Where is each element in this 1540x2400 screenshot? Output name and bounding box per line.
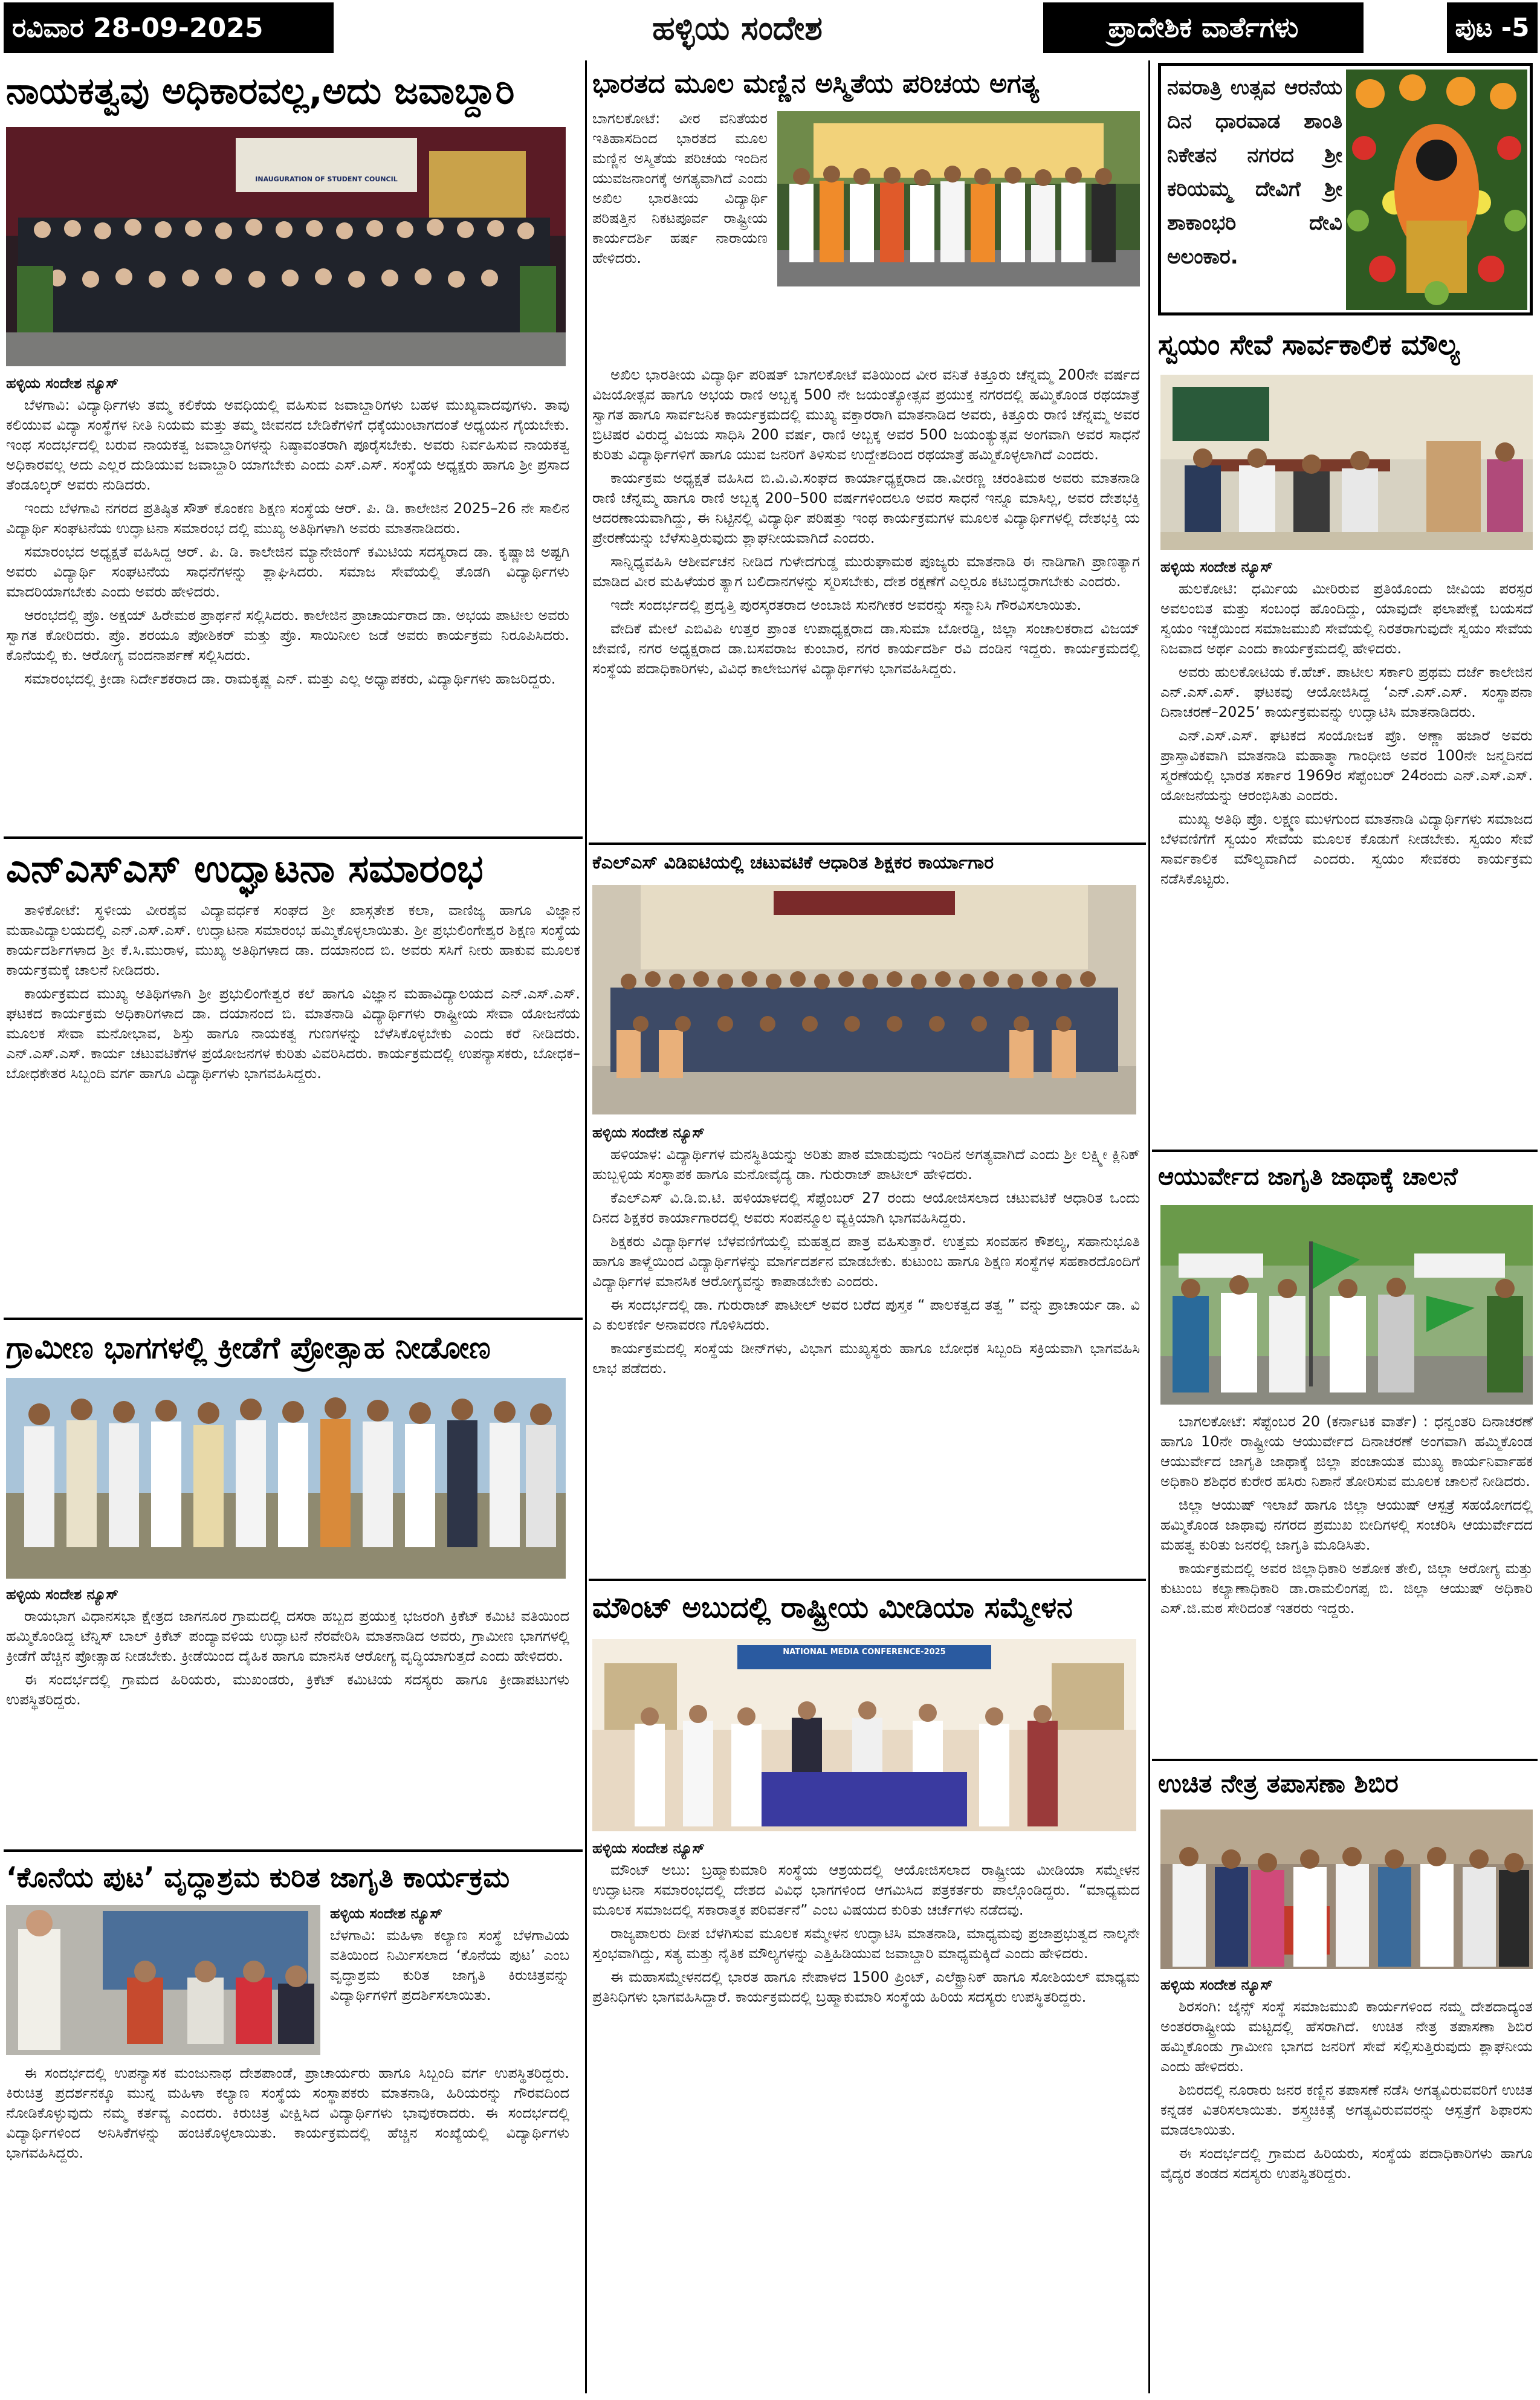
page-number-bar <box>1447 2 1538 53</box>
byline: ಹಳ್ಳಿಯ ಸಂದೇಶ ನ್ಯೂಸ್ <box>6 375 119 392</box>
headline: ಸ್ವಯಂ ಸೇವೆ ಸಾರ್ವಕಾಲಿಕ ಮೌಲ್ಯ <box>1158 328 1460 361</box>
volunteer-article <box>1158 320 1535 1154</box>
media-conference-article <box>592 1583 1144 2396</box>
paragraph: ಬಾಗಲಕೋಟೆ: ವೀರ ವನಿತೆಯರ ಇತಿಹಾಸದಿಂದ ಭಾರತದ ಮೂಲ ಮಣ್ಣಿನ ಅಸ್ಮಿತೆಯ ಪರಿಚಯ ಇಂದಿನ ಯುವಜನಾಂಗಕ್ಕೆ ಅಗತ್ಯವಾಗಿದೆ ಎಂದು ಅಖಿಲ ಭಾರತೀಯ ವಿದ್ಯಾರ್ಥಿ ಪರಿಷತ್ತಿನ ನಿಕಟಪೂರ್ವ ರಾಷ್ಟ್ರೀಯ ಕಾರ್ಯದರ್ಶಿ ಹರ್ಷ ನಾರಾಯಣ ಹೇಳಿದರು. <box>592 110 768 267</box>
article-body <box>592 1122 1140 1569</box>
headline: ನಾಯಕತ್ವವು ಅಧಿಕಾರವಲ್ಲ,ಅದು ಜವಾಬ್ದಾರಿ <box>6 70 515 112</box>
section-bar <box>1043 2 1364 53</box>
column-rule <box>585 60 587 2393</box>
paragraph: ಆರಂಭದಲ್ಲಿ ಪ್ರೊ. ಅಕ್ಷಯ್ ಹಿರೇಮಠ ಪ್ರಾರ್ಥನೆ ಸಲ್ಲಿಸಿದರು. ಕಾಲೇಜಿನ ಪ್ರಾಚಾರ್ಯರಾದ ಡಾ. ಅಭಯ ಪಾಟೀಲ ಅವರು ಸ್ವಾಗತ ಕೋರಿದರು. ಪ್ರೊ. ಶರಯೂ ಪೋಶಿಕರ್ ಮತ್ತು ಪ್ರೊ. ಸಾಯಿನೀಲ ಜಡೆ ಅವರು ಕಾರ್ಯಕ್ರಮ ನಿರೂಪಿಸಿದರು. ಕೊನೆಯಲ್ಲಿ ಕು. ಆರೋಗ್ಯ ವಂದನಾರ್ಪಣೆ ಸಲ್ಲಿಸಿದರು. <box>6 607 569 664</box>
goddess-decoration-photo <box>1346 70 1527 310</box>
navaratri-box <box>1158 63 1533 315</box>
article-body <box>6 1583 569 1843</box>
lead-text <box>330 1903 569 2060</box>
paragraph: ಕೆಎಲ್ಎಸ್ ವಿ.ಡಿ.ಐ.ಟಿ. ಹಳಿಯಾಳದಲ್ಲಿ ಸೆಪ್ಟೆಂಬರ್ 27 ರಂದು ಆಯೋಜಿಸಲಾದ ಚಟುವಟಿಕೆ ಆಧಾರಿತ ಒಂದು ದಿನದ ಶಿಕ್ಷಕರ ಕಾರ್ಯಾಗಾರದಲ್ಲಿ ಅವರು ಸಂಪನ್ಮೂಲ ವ್ಯಕ್ತಿಯಾಗಿ ಭಾಗವಹಿಸಿದ್ದರು. <box>592 1189 1140 1226</box>
article-body <box>1160 1412 1533 1756</box>
paragraph: ಜಿಲ್ಲಾ ಆಯುಷ್ ಇಲಾಖೆ ಹಾಗೂ ಜಿಲ್ಲಾ ಆಯುಷ್ ಆಸ್ಪತ್ರೆ ಸಹಯೋಗದಲ್ಲಿ ಹಮ್ಮಿಕೊಂಡ ಜಾಥಾವು ನಗರದ ಪ್ರಮುಖ ಬೀದಿಗಳಲ್ಲಿ ಸಂಚರಿಸಿ ಆಯುರ್ವೇದದ ಮಹತ್ವ ಕುರಿತು ಜನರಲ್ಲಿ ಜಾಗೃತಿ ಮೂಡಿಸಿತು. <box>1160 1496 1533 1553</box>
headline: ಗ್ರಾಮೀಣ ಭಾಗಗಳಲ್ಲಿ ಕ್ರೀಡೆಗೆ ಪ್ರೋತ್ಸಾಹ ನೀಡೋಣ <box>6 1330 491 1365</box>
paragraph: ಈ ಸಂದರ್ಭದಲ್ಲಿ ಗ್ರಾಮದ ಹಿರಿಯರು, ಸಂಸ್ಥೆಯ ಪದಾಧಿಕಾರಿಗಳು ಹಾಗೂ ವೈದ್ಯರ ತಂಡದ ಸದಸ್ಯರು ಉಪಸ್ಥಿತರಿದ್ದರು. <box>1160 2145 1533 2182</box>
paragraph: ರಾಯಭಾಗ ವಿಧಾನಸಭಾ ಕ್ಷೇತ್ರದ ಜಾಗನೂರ ಗ್ರಾಮದಲ್ಲಿ ದಸರಾ ಹಬ್ಬದ ಪ್ರಯುಕ್ತ ಭಜರಂಗಿ ಕ್ರಿಕೆಟ್ ಕಮಿಟಿ ವತಿಯಿಂದ ಹಮ್ಮಿಕೊಂಡಿದ್ದ ಟೆನ್ನಿಸ್ ಬಾಲ್ ಕ್ರಿಕೆಟ್ ಪಂದ್ಯಾವಳಿಯ ಉದ್ಘಾಟನೆ ನೆರವೇರಿಸಿ ಮಾತನಾಡಿದ ಅವರು, ಗ್ರಾಮೀಣ ಭಾಗಗಳಲ್ಲಿ ಕ್ರೀಡೆಗೆ ಹೆಚ್ಚಿನ ಪ್ರೋತ್ಸಾಹ ನೀಡಬೇಕು. ಕ್ರೀಡೆಯಿಂದ ದೈಹಿಕ ಹಾಗೂ ಮಾನಸಿಕ ಆರೋಗ್ಯ ವೃದ್ಧಿಯಾಗುತ್ತದೆ ಎಂದು ಹೇಳಿದರು. <box>6 1608 569 1664</box>
article-body <box>1160 1974 1533 2397</box>
media-conference-photo <box>592 1639 1136 1831</box>
paragraph: ಈ ಸಂದರ್ಭದಲ್ಲಿ ಡಾ. ಗುರುರಾಜ್ ಪಾಟೀಲ್ ಅವರ ಬರೆದ ಪುಸ್ತಕ “ ಪಾಲಕತ್ವದ ತತ್ವ ” ವನ್ನು ಪ್ರಾಚಾರ್ಯ ಡಾ. ವಿ ಎ ಕುಲಕರ್ಣಿ ಅನಾವರಣ ಗೊಳಿಸಿದರು. <box>592 1296 1140 1333</box>
paragraph: ಬಾಗಲಕೋಟೆ: ಸೆಪ್ಟೆಂಬರ 20 (ಕರ್ನಾಟಕ ವಾರ್ತೆ) : ಧನ್ವಂತರಿ ದಿನಾಚರಣೆ ಹಾಗೂ 10ನೇ ರಾಷ್ಟ್ರೀಯ ಆಯುರ್ವೇದ ದಿನಾಚರಣೆ ಅಂಗವಾಗಿ ಹಮ್ಮಿಕೊಂಡ ಆಯುರ್ವೇದ ಜಾಗೃತಿ ಜಾಥಾಕ್ಕೆ ಜಿಲ್ಲಾ ಪಂಚಾಯತ ಮುಖ್ಯ ಕಾರ್ಯನಿರ್ವಾಹಕ ಅಧಿಕಾರಿ ಶಶಿಧರ ಕುರೇರ ಹಸಿರು ನಿಶಾನೆ ತೋರಿಸುವ ಮೂಲಕ ಚಾಲನೆ ನೀಡಿದರು. <box>1160 1413 1533 1490</box>
photo-banner-text: INAUGURATION OF STUDENT COUNCIL <box>255 175 398 183</box>
paragraph: ಕಾರ್ಯಕ್ರಮದ ಮುಖ್ಯ ಅತಿಥಿಗಳಾಗಿ ಶ್ರೀ ಪ್ರಭುಲಿಂಗೇಶ್ವರ ಕಲೆ ಹಾಗೂ ವಿಜ್ಞಾನ ಮಹಾವಿದ್ಯಾಲಯದ ಎನ್.ಎಸ್.ಎಸ್. ಘಟಕದ ಕಾರ್ಯಕ್ರಮ ಅಧಿಕಾರಿಗಳಾದ ಡಾ. ದಯಾನಂದ ಬಿ. ಮಾತನಾಡಿ ವಿದ್ಯಾರ್ಥಿಗಳು ರಾಷ್ಟ್ರೀಯ ಸೇವಾ ಯೋಜನೆಯ ಮೂಲಕ ಸೇವಾ ಮನೋಭಾವ, ಶಿಸ್ತು ಹಾಗೂ ನಾಯಕತ್ವ ಗುಣಗಳನ್ನು ಬೆಳೆಸಿಕೊಳ್ಳಬೇಕು ಎಂದು ಕರೆ ನೀಡಿದರು. ಎನ್.ಎಸ್.ಎಸ್. ಕಾರ್ಯ ಚಟುವಟಿಕೆಗಳ ಪ್ರಯೋಜನಗಳ ಕುರಿತು ವಿವರಿಸಿದರು. ಕಾರ್ಯಕ್ರಮದಲ್ಲಿ ಉಪನ್ಯಾಸಕರು, ಬೋಧಕ–ಬೋಧಕೇತರ ಸಿಬ್ಬಂದಿ ವರ್ಗ ಹಾಗೂ ವಿದ್ಯಾರ್ಥಿಗಳು ಭಾಗವಹಿಸಿದ್ದರು. <box>6 985 580 1082</box>
section-rule <box>1152 1150 1538 1152</box>
student-council-photo <box>6 127 566 366</box>
paragraph: ಅವರು ಹುಲಕೋಟಿಯ ಕೆ.ಹೆಚ್. ಪಾಟೀಲ ಸರ್ಕಾರಿ ಪ್ರಥಮ ದರ್ಜೆ ಕಾಲೇಜಿನ ಎನ್.ಎಸ್.ಎಸ್. ಘಟಕವು ಆಯೋಜಿಸಿದ್ದ ‘ಎನ್.ಎಸ್.ಎಸ್. ಸಂಸ್ಥಾಪನಾ ದಿನಾಚರಣೆ–2025’ ಕಾರ್ಯಕ್ರಮವನ್ನು ಉದ್ಘಾಟಿಸಿ ಮಾತನಾಡಿದರು. <box>1160 664 1533 720</box>
section-rule <box>1152 1759 1538 1761</box>
byline: ಹಳ್ಳಿಯ ಸಂದೇಶ ನ್ಯೂಸ್ <box>6 1586 119 1603</box>
nss-foundation-day-photo <box>1160 375 1533 550</box>
paragraph: ಕಾರ್ಯಕ್ರಮದಲ್ಲಿ ಸಂಸ್ಥೆಯ ಡೀನ್‌ಗಳು, ವಿಭಾಗ ಮುಖ್ಯಸ್ಥರು ಹಾಗೂ ಬೋಧಕ ಸಿಬ್ಬಂದಿ ಸಕ್ರಿಯವಾಗಿ ಭಾಗವಹಿಸಿ ಲಾಭ ಪಡೆದರು. <box>592 1340 1140 1377</box>
byline: ಹಳ್ಳಿಯ ಸಂದೇಶ ನ್ಯೂಸ್ <box>592 1124 705 1141</box>
paragraph: ಹಳಿಯಾಳ: ವಿದ್ಯಾರ್ಥಿಗಳ ಮನಸ್ಥಿತಿಯನ್ನು ಅರಿತು ಪಾಠ ಮಾಡುವುದು ಇಂದಿನ ಅಗತ್ಯವಾಗಿದೆ ಎಂದು ಶ್ರೀ ಲಕ್ಷ್ಮೀ ಕ್ಲಿನಿಕ್ ಹುಬ್ಬಳ್ಳಿಯ ಸಂಸ್ಥಾಪಕ ಹಾಗೂ ಮನೋವೈದ್ಯ ಡಾ. ಗುರುರಾಜ್ ಪಾಟೀಲ್ ಹೇಳಿದರು. <box>592 1146 1140 1183</box>
byline: ಹಳ್ಳಿಯ ಸಂದೇಶ ನ್ಯೂಸ್ <box>1160 558 1273 575</box>
section-rule <box>589 843 1146 845</box>
teachers-workshop-photo <box>592 885 1136 1114</box>
paragraph: ಹುಲಕೋಟಿ: ಧರ್ಮಿಯ ಮೀರಿರುವ ಪ್ರತಿಯೊಂದು ಜೀವಿಯ ಪರಸ್ಪರ ಅವಲಂಬಿತ ಮತ್ತು ಸಂಬಂಧ ಹೊಂದಿದ್ದು, ಯಾವುದೇ ಫಲಾಪೇಕ್ಷೆ ಬಯಸದೆ ಸ್ವಯಂ ಇಚ್ಛೆಯಿಂದ ಸಮಾಜಮುಖಿ ಸೇವೆಯಲ್ಲಿ ನಿರತರಾಗುವುದೇ ಸ್ವಯಂ ಸೇವೆಯ ನಿಜವಾದ ಅರ್ಥ ಎಂದು ಕಾರ್ಯಕ್ರಮದಲ್ಲಿ ಹೇಳಿದರು. <box>1160 580 1533 657</box>
paragraph: ಬೆಳಗಾವಿ: ಮಹಿಳಾ ಕಲ್ಯಾಣ ಸಂಸ್ಥೆ ಬೆಳಗಾವಿಯ ವತಿಯಿಂದ ನಿರ್ಮಿಸಲಾದ ‘ಕೊನೆಯ ಪುಟ’ ಎಂಬ ವೃದ್ಧಾಶ್ರಮ ಕುರಿತ ಜಾಗೃತಿ ಕಿರುಚಿತ್ರವನ್ನು ವಿದ್ಯಾರ್ಥಿಗಳಿಗೆ ಪ್ರದರ್ಶಿಸಲಾಯಿತು. <box>330 1927 569 2004</box>
byline: ಹಳ್ಳಿಯ ಸಂದೇಶ ನ್ಯೂಸ್ <box>330 1905 443 1922</box>
navaratri-caption: ನವರಾತ್ರಿ ಉತ್ಸವ ಆರನೆಯ ದಿನ ಧಾರವಾಡ ಶಾಂತಿ ನಿಕೇತನ ನಗರದ ಶ್ರೀ ಕರಿಯಮ್ಮ ದೇವಿಗೆ ಶ್ರೀ ಶಾಕಾಂಭರಿ ದೇವಿ ಅಲಂಕಾರ. <box>1167 76 1342 269</box>
headline: ಭಾರತದ ಮೂಲ ಮಣ್ಣಿನ ಅಸ್ಮಿತೆಯ ಪರಿಚಯ ಅಗತ್ಯ <box>592 68 1040 99</box>
headline: ಎನ್ಎಸ್ಎಸ್ ಉದ್ಘಾಟನಾ ಸಮಾರಂಭ <box>6 847 484 891</box>
headline: ಉಚಿತ ನೇತ್ರ ತಪಾಸಣಾ ಶಿಬಿರ <box>1158 1768 1399 1798</box>
lead-text <box>592 109 768 363</box>
ayurveda-rally-photo <box>1160 1205 1533 1405</box>
kls-workshop-article <box>592 846 1144 1571</box>
old-age-article <box>6 1854 580 2395</box>
rathayatra-photo <box>777 111 1140 286</box>
byline: ಹಳ್ಳಿಯ ಸಂದೇಶ ನ್ಯೂಸ್ <box>592 1840 705 1857</box>
ayurveda-article <box>1158 1153 1535 1758</box>
article-body <box>6 372 569 842</box>
article-body <box>6 2063 569 2390</box>
paragraph: ಶಿಕ್ಷಕರು ವಿದ್ಯಾರ್ಥಿಗಳ ಬೆಳವಣಿಗೆಯಲ್ಲಿ ಮಹತ್ವದ ಪಾತ್ರ ವಹಿಸುತ್ತಾರೆ. ಉತ್ತಮ ಸಂವಹನ ಕೌಶಲ್ಯ, ಸಹಾನುಭೂತಿ ಹಾಗೂ ತಾಳ್ಮೆಯಿಂದ ವಿದ್ಯಾರ್ಥಿಗಳನ್ನು ಮಾರ್ಗದರ್ಶನ ಮಾಡಬೇಕು. ಕುಟುಂಬ ಹಾಗೂ ಶಿಕ್ಷಣ ಸಂಸ್ಥೆಗಳ ಸಹಕಾರದೊಂದಿಗೆ ವಿದ್ಯಾರ್ಥಿಗಳ ಮಾನಸಿಕ ಆರೋಗ್ಯವನ್ನು ಕಾಪಾಡಬೇಕು ಎಂದರು. <box>592 1233 1140 1290</box>
newspaper-title: ಹಳ್ಳಿಯ ಸಂದೇಶ <box>652 8 823 47</box>
section-title: ಪ್ರಾದೇಶಿಕ ವಾರ್ತೆಗಳು <box>1108 11 1299 44</box>
eye-camp-photo <box>1160 1810 1533 1969</box>
paragraph: ಈ ಸಂದರ್ಭದಲ್ಲಿ ಉಪನ್ಯಾಸಕ ಮಂಜುನಾಥ ದೇಶಪಾಂಡೆ, ಪ್ರಾಚಾರ್ಯರು ಹಾಗೂ ಸಿಬ್ಬಂದಿ ವರ್ಗ ಉಪಸ್ಥಿತರಿದ್ದರು. ಕಿರುಚಿತ್ರ ಪ್ರದರ್ಶನಕ್ಕೂ ಮುನ್ನ ಮಹಿಳಾ ಕಲ್ಯಾಣ ಸಂಸ್ಥೆಯ ಸಂಸ್ಥಾಪಕರು ಮಾತನಾಡಿ, ಹಿರಿಯರನ್ನು ಗೌರವದಿಂದ ನೋಡಿಕೊಳ್ಳುವುದು ನಮ್ಮ ಕರ್ತವ್ಯ ಎಂದರು. ಕಿರುಚಿತ್ರ ವೀಕ್ಷಿಸಿದ ವಿದ್ಯಾರ್ಥಿಗಳು ಭಾವುಕರಾದರು. ಈ ಸಂದರ್ಭದಲ್ಲಿ ವಿದ್ಯಾರ್ಥಿಗಳಿಂದ ಅನಿಸಿಕೆಗಳನ್ನು ಹಂಚಿಕೊಳ್ಳಲಾಯಿತು. ಕಾರ್ಯಕ್ರಮದಲ್ಲಿ ಹೆಚ್ಚಿನ ಸಂಖ್ಯೆಯಲ್ಲಿ ವಿದ್ಯಾರ್ಥಿಗಳು ಭಾಗವಹಿಸಿದ್ದರು. <box>6 2065 569 2161</box>
cricket-event-photo <box>6 1378 566 1579</box>
article-body <box>1160 556 1533 1154</box>
photo-banner-text: NATIONAL MEDIA CONFERENCE-2025 <box>783 1648 946 1657</box>
byline: ಹಳ್ಳಿಯ ಸಂದೇಶ ನ್ಯೂಸ್ <box>1160 1976 1273 1993</box>
rural-sports-article <box>6 1324 580 1843</box>
page-number: ಪುಟ -5 <box>1455 13 1530 42</box>
paragraph: ಇದೇ ಸಂದರ್ಭದಲ್ಲಿ ಪ್ರದೃತ್ತಿ ಪುರಸ್ಕರತರಾದ ಅಂಬಾಜಿ ಸುನಗೀಕರ ಅವರನ್ನು ಸನ್ಮಾನಿಸಿ ಗೌರವಿಸಲಾಯಿತು. <box>610 597 1082 613</box>
headline: ‘ಕೊನೆಯ ಪುಟ’ ವೃದ್ಧಾಶ್ರಮ ಕುರಿತ ಜಾಗೃತಿ ಕಾರ್ಯಕ್ರಮ <box>6 1861 510 1894</box>
paragraph: ಈ ಮಹಾಸಮ್ಮೇಳನದಲ್ಲಿ ಭಾರತ ಹಾಗೂ ನೇಪಾಳದ 1500 ಪ್ರಿಂಟ್, ಎಲೆಕ್ಟ್ರಾನಿಕ್ ಹಾಗೂ ಸೋಶಿಯಲ್ ಮಾಧ್ಯಮ ಪ್ರತಿನಿಧಿಗಳು ಭಾಗವಹಿಸಿದ್ದಾರೆ. ಕಾರ್ಯಕ್ರಮದಲ್ಲಿ ಬ್ರಹ್ಮಾಕುಮಾರಿ ಸಂಸ್ಥೆಯ ಹಿರಿಯ ಸದಸ್ಯರು ಉಪಸ್ಥಿತರಿದ್ದರು. <box>592 1968 1140 2005</box>
paragraph: ಶಿರಸಂಗಿ: ಜೈನ್ಸ್ ಸಂಸ್ಥೆ ಸಮಾಜಮುಖಿ ಕಾರ್ಯಗಳಿಂದ ನಮ್ಮ ದೇಶದಾದ್ಯಂತ ಅಂತರರಾಷ್ಟ್ರೀಯ ಮಟ್ಟದಲ್ಲಿ ಹೆಸರಾಗಿದೆ. ಉಚಿತ ನೇತ್ರ ತಪಾಸಣಾ ಶಿಬಿರ ಹಮ್ಮಿಕೊಂಡು ಗ್ರಾಮೀಣ ಭಾಗದ ಜನರಿಗೆ ಸೇವೆ ಸಲ್ಲಿಸುತ್ತಿರುವುದು ಶ್ಲಾಘನೀಯ ಎಂದು ಹೇಳಿದರು. <box>1160 1998 1533 2075</box>
column-rule <box>1148 60 1150 2393</box>
paragraph: ಶಿಬಿರದಲ್ಲಿ ನೂರಾರು ಜನರ ಕಣ್ಣಿನ ತಪಾಸಣೆ ನಡೆಸಿ ಅಗತ್ಯವಿರುವವರಿಗೆ ಉಚಿತ ಕನ್ನಡಕ ವಿತರಿಸಲಾಯಿತು. ಶಸ್ತ್ರಚಿಕಿತ್ಸೆ ಅಗತ್ಯವಿರುವವರನ್ನು ಆಸ್ಪತ್ರೆಗೆ ಶಿಫಾರಸು ಮಾಡಲಾಯಿತು. <box>1160 2081 1533 2138</box>
date-bar <box>4 2 334 53</box>
paragraph: ವೇದಿಕೆ ಮೇಲೆ ಎಬಿವಿಪಿ ಉತ್ತರ ಪ್ರಾಂತ ಉಪಾಧ್ಯಕ್ಷರಾದ ಡಾ.ಸುಮಾ ಬೋರಡ್ಡಿ, ಜಿಲ್ಲಾ ಸಂಚಾಲಕರಾದ ವಿಜಯ್ ಜೇವಣಿ, ನಗರ ಅಧ್ಯಕ್ಷರಾದ ಡಾ.ಬಸವರಾಜ ಕುಂಬಾರ, ನಗರ ಕಾರ್ಯದರ್ಶಿ ರವಿ ದಂಡಿನ ಇದ್ದರು. ಕಾರ್ಯಕ್ರಮದಲ್ಲಿ ಸಂಸ್ಥೆಯ ಪದಾಧಿಕಾರಿಗಳು, ವಿವಿಧ ಕಾಲೇಜುಗಳ ವಿದ್ಯಾರ್ಥಿಗಳು ಭಾಗವಹಿಸಿದ್ದರು. <box>592 620 1140 677</box>
section-rule <box>4 1849 583 1852</box>
leadership-article <box>6 65 580 842</box>
nss-article <box>6 841 580 1313</box>
headline: ಕೆಎಲ್ಎಸ್ ವಿಡಿಐಟಿಯಲ್ಲಿ ಚಟುವಟಿಕೆ ಆಧಾರಿತ ಶಿಕ್ಷಕರ ಕಾರ್ಯಾಗಾರ <box>592 852 994 873</box>
soil-identity-article <box>592 63 1144 849</box>
paragraph: ಈ ಸಂದರ್ಭದಲ್ಲಿ ಗ್ರಾಮದ ಹಿರಿಯರು, ಮುಖಂಡರು, ಕ್ರಿಕೆಟ್ ಕಮಿಟಿಯ ಸದಸ್ಯರು ಹಾಗೂ ಕ್ರೀಡಾಪಟುಗಳು ಉಪಸ್ಥಿತರಿದ್ದರು. <box>6 1671 569 1708</box>
paragraph: ಸಾನ್ನಿಧ್ಯವಹಿಸಿ ಆಶೀರ್ವಚನ ನೀಡಿದ ಗುಳೇದಗುಡ್ಡ ಮುರುಘಾಮಠ ಪೂಜ್ಯರು ಮಾತನಾಡಿ ಈ ನಾಡಿಗಾಗಿ ಪ್ರಾಣತ್ಯಾಗ ಮಾಡಿದ ವೀರ ಮಹಿಳೆಯರ ತ್ಯಾಗ ಬಲಿದಾನಗಳನ್ನು ಸ್ಮರಿಸಬೇಕು, ದೇಶ ರಕ್ಷಣೆಗೆ ಎಲ್ಲರೂ ಕಟಿಬದ್ಧರಾಗಬೇಕು ಎಂದರು. <box>592 553 1140 590</box>
article-body <box>592 365 1140 849</box>
section-rule <box>4 1318 583 1320</box>
paragraph: ಎನ್.ಎಸ್.ಎಸ್. ಘಟಕದ ಸಂಯೋಜಕ ಪ್ರೊ. ಅಣ್ಣಾ ಹಜಾರೆ ಅವರು ಪ್ರಾಸ್ತಾವಿಕವಾಗಿ ಮಾತನಾಡಿ ಮಹಾತ್ಮಾ ಗಾಂಧೀಜಿ ಅವರ 100ನೇ ಜನ್ಮದಿನದ ಸ್ಮರಣೆಯಲ್ಲಿ ಭಾರತ ಸರ್ಕಾರ 1969ರ ಸೆಪ್ಟೆಂಬರ್ 24ರಂದು ಎನ್.ಎಸ್.ಎಸ್. ಯೋಜನೆಯನ್ನು ಆರಂಭಿಸಿತು ಎಂದರು. <box>1160 727 1533 804</box>
headline: ಮೌಂಟ್ ಅಬುದಲ್ಲಿ ರಾಷ್ಟ್ರೀಯ ಮೀಡಿಯಾ ಸಮ್ಮೇಳನ <box>592 1591 1073 1625</box>
paragraph: ಅಖಿಲ ಭಾರತೀಯ ವಿದ್ಯಾರ್ಥಿ ಪರಿಷತ್ ಬಾಗಲಕೋಟೆ ವತಿಯಿಂದ ವೀರ ವನಿತೆ ಕಿತ್ತೂರು ಚೆನ್ನಮ್ಮ 200ನೇ ವರ್ಷದ ವಿಜಯೋತ್ಸವ ಹಾಗೂ ಅಭಯ ರಾಣಿ ಅಬ್ಬಕ್ಕ 500 ನೇ ಜಯಂತ್ಯೋತ್ಸವ ಪ್ರಯುಕ್ತ ನಗರದಲ್ಲಿ ಹಮ್ಮಿಕೊಂಡ ರಥಯಾತ್ರೆ ಸ್ವಾಗತ ಹಾಗೂ ಸಾರ್ವಜನಿಕ ಕಾರ್ಯಕ್ರಮದಲ್ಲಿ ಮುಖ್ಯ ವಕ್ತಾರರಾಗಿ ಮಾತನಾಡಿದ ಅವರು, ಕಿತ್ತೂರು ರಾಣಿ ಚೆನ್ನಮ್ಮ ಅವರ ಬ್ರಿಟಿಷರ ವಿರುದ್ಧ ವಿಜಯ ಸಾಧಿಸಿ 200 ವರ್ಷ, ರಾಣಿ ಅಬ್ಬಕ್ಕ ಅವರ 500 ಜಯಂತ್ಯುತ್ಸವ ಅಂಗವಾಗಿ ಅವರ ಸಾಧನೆ ಕುರಿತು ವಿದ್ಯಾರ್ಥಿಗಳಿಗೆ ಹಾಗೂ ಯುವ ಜನರಿಗೆ ತಿಳಿಸುವ ಉದ್ದೇಶದಿಂದ ರಥಯಾತ್ರೆ ಹಮ್ಮಿಕೊಳ್ಳಲಾಗಿದೆ ಎಂದರು. <box>592 366 1140 463</box>
section-rule <box>589 1579 1146 1581</box>
headline: ಆಯುರ್ವೇದ ಜಾಗೃತಿ ಜಾಥಾಕ್ಕೆ ಚಾಲನೆ <box>1158 1163 1458 1191</box>
paragraph: ಇಂದು ಬೆಳಗಾವಿ ನಗರದ ಪ್ರತಿಷ್ಠಿತ ಸೌತ್ ಕೊಂಕಣ ಶಿಕ್ಷಣ ಸಂಸ್ಥೆಯ ಆರ್. ಪಿ. ಡಿ. ಕಾಲೇಜಿನ 2025–26 ನೇ ಸಾಲಿನ ವಿದ್ಯಾರ್ಥಿ ಸಂಘಟನೆಯ ಉದ್ಘಾಟನಾ ಸಮಾರಂಭ ದಲ್ಲಿ ಮುಖ್ಯ ಅತಿಥಿಗಳಾಗಿ ಅವರು ಮಾತನಾಡಿದರು. <box>6 500 569 537</box>
article-body <box>592 1837 1140 2396</box>
section-rule <box>4 836 583 839</box>
masthead <box>610 4 864 52</box>
film-screening-photo <box>6 1905 320 2055</box>
paragraph: ಸಮಾರಂಭದ ಅಧ್ಯಕ್ಷತೆ ವಹಿಸಿದ್ದ ಆರ್. ಪಿ. ಡಿ. ಕಾಲೇಜಿನ ಮ್ಯಾನೇಜಿಂಗ್ ಕಮಿಟಿಯ ಸದಸ್ಯರಾದ ಡಾ. ಕೃಷ್ಣಾಜಿ ಅಷ್ಟಗಿ ಅವರು ವಿದ್ಯಾರ್ಥಿ ಸಂಘಟನೆಯ ಸಾಧನೆಗಳನ್ನು ಶ್ಲಾಘಿಸಿದರು. ಸಮಾಜ ಸೇವೆಯಲ್ಲಿ ತೊಡಗಿ ವಿದ್ಯಾರ್ಥಿಗಳು ಮಾದರಿಯಾಗಬೇಕು ಎಂದು ಅವರು ಹೇಳಿದರು. <box>6 543 569 600</box>
paragraph: ಕಾರ್ಯಕ್ರಮದಲ್ಲಿ ಅವರ ಜಿಲ್ಲಾಧಿಕಾರಿ ಅಶೋಕ ತೇಲಿ, ಜಿಲ್ಲಾ ಆರೋಗ್ಯ ಮತ್ತು ಕುಟುಂಬ ಕಲ್ಯಾಣಾಧಿಕಾರಿ ಡಾ.ರಾಮಲಿಂಗಪ್ಪ ಬಿ. ಜಿಲ್ಲಾ ಆಯುಷ್ ಅಧಿಕಾರಿ ಎಸ್.ಜಿ.ಮಠ ಸೇರಿದಂತೆ ಇತರರು ಇದ್ದರು. <box>1160 1560 1533 1617</box>
paragraph: ರಾಜ್ಯಪಾಲರು ದೀಪ ಬೆಳಗಿಸುವ ಮೂಲಕ ಸಮ್ಮೇಳನ ಉದ್ಘಾಟಿಸಿ ಮಾತನಾಡಿ, ಮಾಧ್ಯಮವು ಪ್ರಜಾಪ್ರಭುತ್ವದ ನಾಲ್ಕನೇ ಸ್ತಂಭವಾಗಿದ್ದು, ಸತ್ಯ ಮತ್ತು ನೈತಿಕ ಮೌಲ್ಯಗಳನ್ನು ಎತ್ತಿಹಿಡಿಯುವ ಜವಾಬ್ದಾರಿ ಮಾಧ್ಯಮಕ್ಕಿದೆ ಎಂದು ಹೇಳಿದರು. <box>592 1925 1140 1962</box>
paragraph: ಮುಖ್ಯ ಅತಿಥಿ ಪ್ರೊ. ಲಕ್ಷ್ಮಣ ಮುಳಗುಂದ ಮಾತನಾಡಿ ವಿದ್ಯಾರ್ಥಿಗಳು ಸಮಾಜದ ಬೆಳವಣಿಗೆಗೆ ಸ್ವಯಂ ಸೇವೆಯ ಮೂಲಕ ಕೊಡುಗೆ ನೀಡಬೇಕು. ಸ್ವಯಂ ಸೇವೆ ಸಾರ್ವಕಾಲಿಕ ಮೌಲ್ಯವಾಗಿದೆ ಎಂದರು. ಸ್ವಯಂ ಸೇವಕರು ಕಾರ್ಯಕ್ರಮ ನಡೆಸಿಕೊಟ್ಟರು. <box>1160 810 1533 887</box>
paragraph: ಸಮಾರಂಭದಲ್ಲಿ ಕ್ರೀಡಾ ನಿರ್ದೇಶಕರಾದ ಡಾ. ರಾಮಕೃಷ್ಣ ಎನ್. ಮತ್ತು ಎಲ್ಲ ಅಧ್ಯಾಪಕರು, ವಿದ್ಯಾರ್ಥಿಗಳು ಹಾಜರಿದ್ದರು. <box>24 670 556 687</box>
paragraph: ಬೆಳಗಾವಿ: ವಿದ್ಯಾರ್ಥಿಗಳು ತಮ್ಮ ಕಲಿಕೆಯ ಅವಧಿಯಲ್ಲಿ ವಹಿಸುವ ಜವಾಬ್ದಾರಿಗಳು ಬಹಳ ಮುಖ್ಯವಾದವುಗಳು. ತಾವು ಕಲಿಯುವ ವಿದ್ಯಾ ಸಂಸ್ಥೆಗಳ ನೀತಿ ನಿಯಮ ಮತ್ತು ತಮ್ಮ ಜೀವನದ ಬೇಡಿಕೆಗಳಿಗೆ ಧಕ್ಕೆಯುಂಟಾಗದಂತೆ ಅಧ್ಯಯನ ಗೈಯಬೇಕು. ಇಂಥ ಸಂದರ್ಭದಲ್ಲಿ ಬರುವ ನಾಯಕತ್ವ ಜವಾಬ್ದಾರಿಗಳನ್ನು ನಿಷ್ಠಾವಂತರಾಗಿ ಪೂರೈಸಬೇಕು. ಅವರು ನಿರ್ವಹಿಸುವ ನಾಯಕತ್ವ ಅಧಿಕಾರವಲ್ಲ ಅದು ಎಲ್ಲರ ದುಡಿಯುವ ಜವಾಬ್ದಾರಿ ಯಾಗಬೇಕು ಎಂದು ಎಸ್.ಎಸ್. ಸಂಸ್ಥೆಯ ಅಧ್ಯಕ್ಷರು ಹಾಗೂ ಶ್ರೀ ಪ್ರಸಾದ ತೆಂಡೂಲ್ಕರ್ ಅವರು ನುಡಿದರು. <box>6 396 569 493</box>
paragraph: ತಾಳಿಕೋಟೆ: ಸ್ಥಳೀಯ ವೀರಶೈವ ವಿದ್ಯಾವರ್ಧಕ ಸಂಘದ ಶ್ರೀ ಖಾಸ್ಗತೇಶ ಕಲಾ, ವಾಣಿಜ್ಯ ಹಾಗೂ ವಿಜ್ಞಾನ ಮಹಾವಿದ್ಯಾಲಯದಲ್ಲಿ ಎನ್.ಎಸ್.ಎಸ್. ಉದ್ಘಾಟನಾ ಸಮಾರಂಭ ಹಮ್ಮಿಕೊಳ್ಳಲಾಯಿತು. ಶ್ರೀ ಪ್ರಭುಲಿಂಗೇಶ್ವರ ಶಿಕ್ಷಣ ಸಂಸ್ಥೆಯ ಕಾರ್ಯದರ್ಶಿಗಳಾದ ಶ್ರೀ ಕೆ.ಸಿ.ಮುರಾಳ, ಮುಖ್ಯ ಅತಿಥಿಗಳಾದ ಡಾ. ದಯಾನಂದ ಬಿ. ಅವರು ಸಸಿಗೆ ನೀರು ಹಾಕುವ ಮೂಲಕ ಕಾರ್ಯಕ್ರಮಕ್ಕೆ ಚಾಲನೆ ನೀಡಿದರು. <box>6 902 580 978</box>
paragraph: ಮೌಂಟ್ ಅಬು: ಬ್ರಹ್ಮಾಕುಮಾರಿ ಸಂಸ್ಥೆಯ ಆಶ್ರಯದಲ್ಲಿ ಆಯೋಜಿಸಲಾದ ರಾಷ್ಟ್ರೀಯ ಮೀಡಿಯಾ ಸಮ್ಮೇಳನ ಉದ್ಘಾಟನಾ ಸಮಾರಂಭದಲ್ಲಿ ದೇಶದ ವಿವಿಧ ಭಾಗಗಳಿಂದ ಆಗಮಿಸಿದ ಪತ್ರಕರ್ತರು ಪಾಲ್ಗೊಂಡಿದ್ದರು. “ಮಾಧ್ಯಮದ ಮೂಲಕ ಸಮಾಜದಲ್ಲಿ ಸಕಾರಾತ್ಮಕ ಪರಿವರ್ತನೆ” ಎಂಬ ವಿಷಯದ ಕುರಿತು ಚರ್ಚೆಗಳು ನಡೆದವು. <box>592 1861 1140 1918</box>
eye-camp-article <box>1158 1762 1535 2397</box>
issue-date: ರವಿವಾರ 28-09-2025 <box>12 12 264 44</box>
paragraph: ಕಾರ್ಯಕ್ರಮ ಅಧ್ಯಕ್ಷತೆ ವಹಿಸಿದ ಬಿ.ವಿ.ವಿ.ಸಂಘದ ಕಾರ್ಯಾಧ್ಯಕ್ಷರಾದ ಡಾ.ವೀರಣ್ಣ ಚರಂತಿಮಠ ಅವರು ಮಾತನಾಡಿ ರಾಣಿ ಚೆನ್ನಮ್ಮ ಹಾಗೂ ರಾಣಿ ಅಬ್ಬಕ್ಕ 200–500 ವರ್ಷಗಳಿಂದಲೂ ಅವರ ಸಾಧನೆ ಇನ್ನೂ ಮಾಸಿಲ್ಲ, ಅವರ ದೇಶಭಕ್ತಿ ಆದರಣಾಯವಾಗಿದ್ದು, ಈ ನಿಟ್ಟಿನಲ್ಲಿ ವಿದ್ಯಾರ್ಥಿ ಪರಿಷತ್ತು ಇಂಥ ಕಾರ್ಯಕ್ರಮಗಳ ಮೂಲಕ ವಿದ್ಯಾರ್ಥಿಗಳಲ್ಲಿ ದೇಶಭಕ್ತಿ ಯ ಪ್ರೇರಣೆಯನ್ನು ಬೆಳೆಸುತ್ತಿರುವುದು ಶ್ಲಾಘನೀಯವಾಗಿದೆ ಎಂದರು. <box>592 470 1140 546</box>
